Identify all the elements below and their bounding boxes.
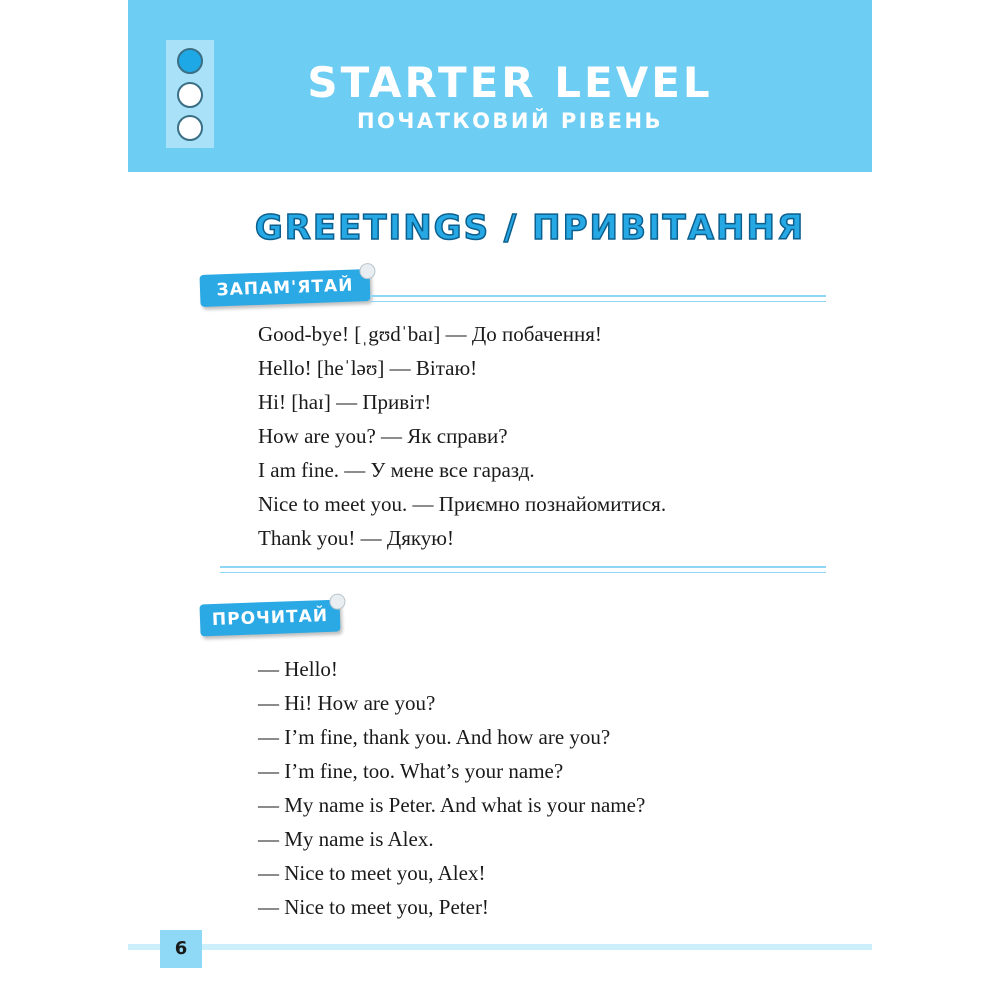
list-item: — Nice to meet you, Peter! bbox=[258, 895, 489, 919]
list-item: Nice to meet you. — Приємно познайомитися. bbox=[258, 492, 667, 516]
list-item: Hi! [haɪ] — Привіт! bbox=[258, 390, 432, 414]
list-item: — Hi! How are you? bbox=[258, 691, 436, 715]
remember-list bbox=[258, 318, 666, 556]
list-item: — Nice to meet you, Alex! bbox=[258, 861, 486, 885]
list-item: — My name is Alex. bbox=[258, 827, 434, 851]
remember-tag bbox=[199, 269, 370, 307]
level-dot-filled-icon bbox=[177, 48, 203, 74]
footer-bar bbox=[128, 944, 872, 950]
list-item: Good-bye! [ˌgʊdˈbaɪ] — До побачення! bbox=[258, 322, 602, 346]
divider bbox=[370, 301, 826, 302]
divider bbox=[220, 572, 826, 573]
section-title: GREETINGS / ПРИВІТАННЯ bbox=[254, 208, 806, 248]
level-dot-empty-icon bbox=[177, 115, 203, 141]
level-title: STARTER LEVEL bbox=[307, 58, 713, 107]
read-tag-label: ПРОЧИТАЙ bbox=[211, 605, 329, 631]
list-item: — I’m fine, too. What’s your name? bbox=[258, 759, 564, 783]
list-item: — I’m fine, thank you. And how are you? bbox=[258, 725, 611, 749]
level-dot-empty-icon bbox=[177, 82, 203, 108]
read-list bbox=[258, 653, 645, 925]
list-item: Hello! [heˈləʊ] — Вітаю! bbox=[258, 356, 478, 380]
list-item: Thank you! — Дякую! bbox=[258, 526, 454, 550]
list-item: I am fine. — У мене все гаразд. bbox=[258, 458, 535, 482]
divider bbox=[220, 566, 826, 568]
read-tag bbox=[199, 600, 340, 637]
list-item: — My name is Peter. And what is your name? bbox=[258, 793, 646, 817]
remember-tag-label: ЗАПАМ'ЯТАЙ bbox=[216, 275, 354, 301]
divider bbox=[370, 295, 826, 297]
level-subtitle: ПОЧАТКОВИЙ РІВЕНЬ bbox=[356, 109, 664, 133]
list-item: — Hello! bbox=[258, 657, 338, 681]
list-item: How are you? — Як справи? bbox=[258, 424, 508, 448]
page-number: 6 bbox=[160, 930, 202, 968]
